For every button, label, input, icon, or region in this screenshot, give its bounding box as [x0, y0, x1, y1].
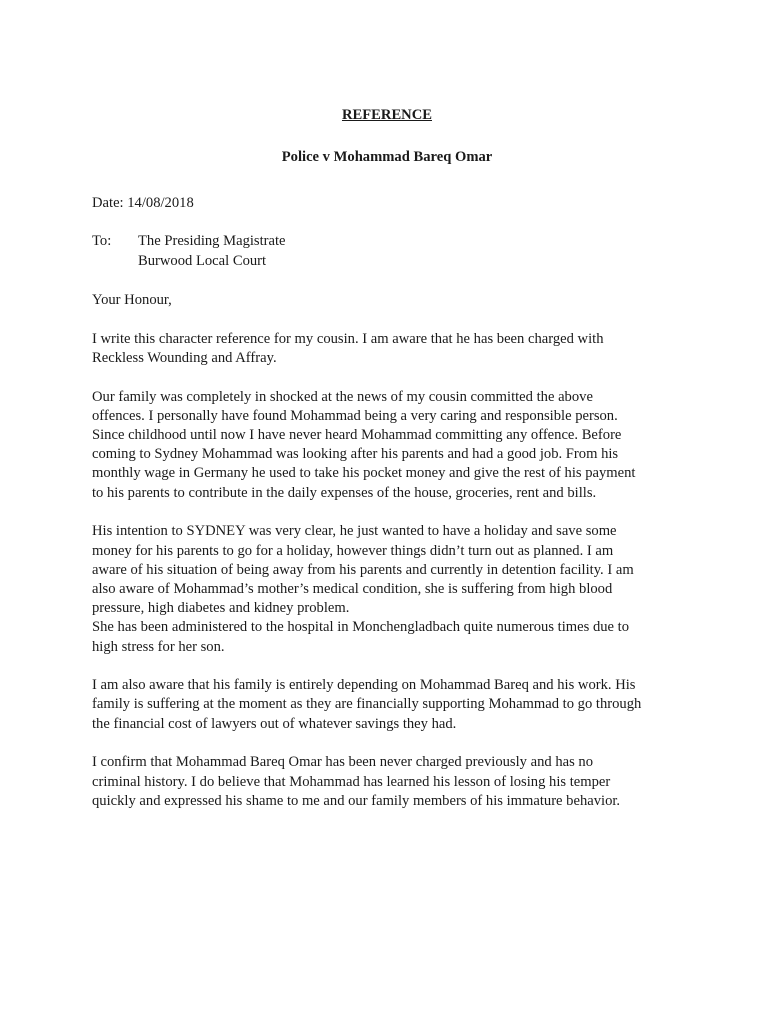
paragraph-line: coming to Sydney Mohammad was looking after his parents and had a good job. From his	[92, 446, 619, 463]
paragraph-line: quickly and expressed his shame to me and our family members of his immature behavior.	[92, 792, 621, 809]
recipient-lines	[138, 231, 286, 271]
paragraph-line: Our family was completely in shocked at the news of my cousin committed the above	[92, 388, 593, 405]
body-paragraph	[92, 676, 682, 734]
body-paragraph	[92, 330, 682, 368]
recipient-line: The Presiding Magistrate	[138, 233, 286, 249]
paragraph-line: to his parents to contribute in the daily expenses of the house, groceries, rent and bills.	[92, 484, 597, 501]
paragraph-line: high stress for her son.	[92, 638, 225, 655]
case-title: Police v Mohammad Bareq Omar	[281, 149, 493, 165]
salutation: Your Honour,	[92, 292, 172, 308]
body-paragraph	[92, 522, 682, 656]
paragraph-line: pressure, high diabetes and kidney problem.	[92, 600, 350, 617]
paragraph-line: I am also aware that his family is entirely depending on Mohammad Bareq and his work. His	[92, 677, 636, 694]
paragraph-line: the financial cost of lawyers out of whatever savings they had.	[92, 715, 457, 732]
recipient-block	[92, 231, 682, 271]
paragraph-line: I confirm that Mohammad Bareq Omar has been never charged previously and has no	[92, 754, 594, 771]
paragraph-line: offences. I personally have found Mohammad being a very caring and responsible person.	[92, 407, 618, 424]
document-date: Date: 14/08/2018	[92, 195, 194, 211]
paragraph-line: aware of his situation of being away from his parents and currently in detention facility. I am	[92, 561, 634, 578]
document-title: REFERENCE	[341, 107, 432, 123]
paragraph-line: She has been administered to the hospital in Monchengladbach quite numerous times due to	[92, 619, 630, 636]
document-page	[92, 104, 682, 811]
paragraph-line: family is suffering at the moment as they are financially supporting Mohammad to go through	[92, 696, 642, 713]
recipient-label: To:	[92, 233, 112, 249]
recipient-line: Burwood Local Court	[138, 253, 267, 269]
paragraph-line: money for his parents to go for a holiday, however things didn’t turn out as planned. I am	[92, 542, 614, 559]
paragraph-line: I write this character reference for my cousin. I am aware that he has been charged with	[92, 330, 604, 347]
body-paragraph	[92, 388, 682, 503]
paragraph-line: His intention to SYDNEY was very clear, he just wanted to have a holiday and save some	[92, 523, 617, 540]
paragraph-line: criminal history. I do believe that Mohammad has learned his lesson of losing his temper	[92, 773, 611, 790]
paragraph-line: Since childhood until now I have never heard Mohammad committing any offence. Before	[92, 427, 622, 444]
letter-body	[92, 330, 682, 811]
paragraph-line: monthly wage in Germany he used to take his pocket money and give the rest of his payment	[92, 465, 636, 482]
body-paragraph	[92, 753, 682, 811]
paragraph-line: also aware of Mohammad’s mother’s medical condition, she is suffering from high blood	[92, 580, 613, 597]
paragraph-line: Reckless Wounding and Affray.	[92, 349, 277, 366]
